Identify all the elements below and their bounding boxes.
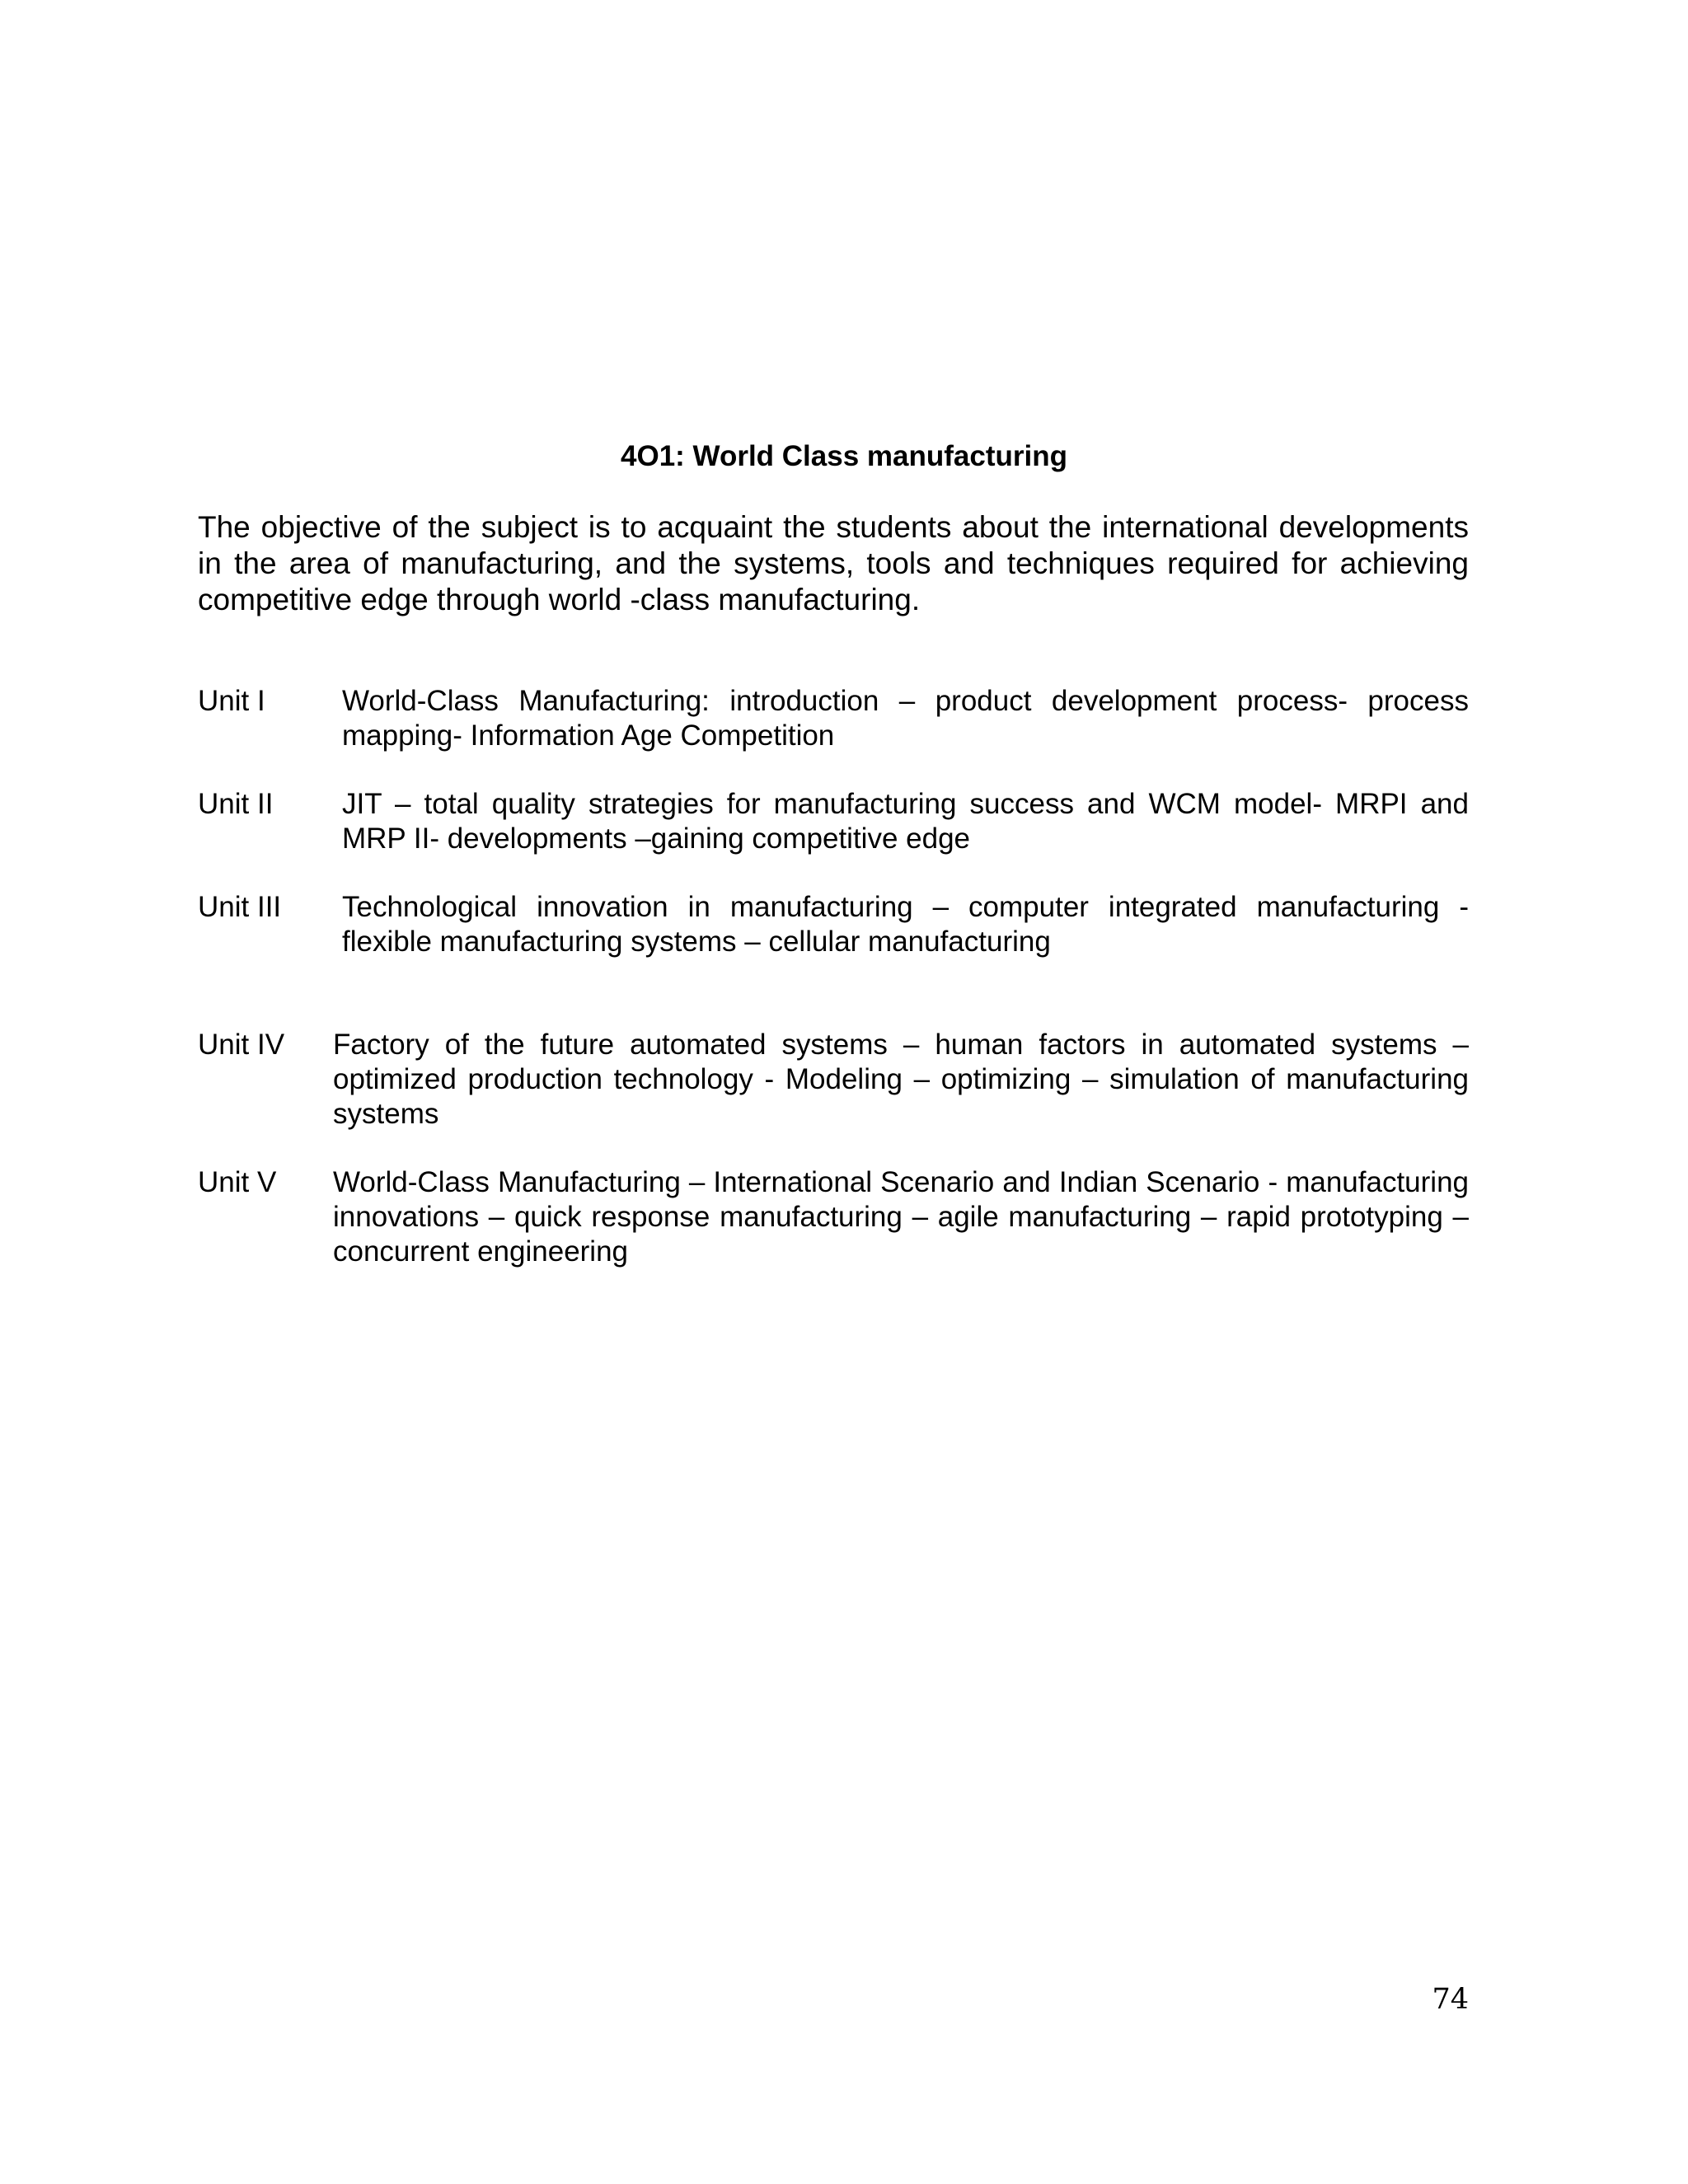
unit-label: Unit III [198,891,282,923]
unit-description: World-Class Manufacturing: introduction – product development process- process mapping- Information Age Competition [342,685,1469,752]
unit-label: Unit I [198,685,265,717]
objective-paragraph: The objective of the subject is to acquaint the students about the international developments in the area of manufacturing, and the systems, tools and techniques required for achieving competitive edge through world -class manufacturing. [198,510,1469,616]
unit-description: World-Class Manufacturing – International Scenario and Indian Scenario - manufacturing innovations – quick response manufacturing – agile manufacturing – rapid prototyping – concurrent engineering [333,1166,1469,1268]
unit-label: Unit II [198,788,274,820]
page-number: 74 [1432,1983,1469,2016]
unit-description: JIT – total quality strategies for manufacturing success and WCM model- MRPI and MRP II- developments –gaining competitive edge [342,788,1469,855]
unit-label: Unit IV [198,1029,285,1061]
unit-label: Unit V [198,1166,277,1198]
page-title: 4O1: World Class manufacturing [621,440,1067,472]
unit-description: Technological innovation in manufacturing – computer integrated manufacturing - flexible manufacturing systems – cellular manufacturing [342,891,1469,958]
unit-description: Factory of the future automated systems – human factors in automated systems – optimized production technology - Modeling – optimizing – simulation of manufacturing systems [333,1029,1469,1130]
